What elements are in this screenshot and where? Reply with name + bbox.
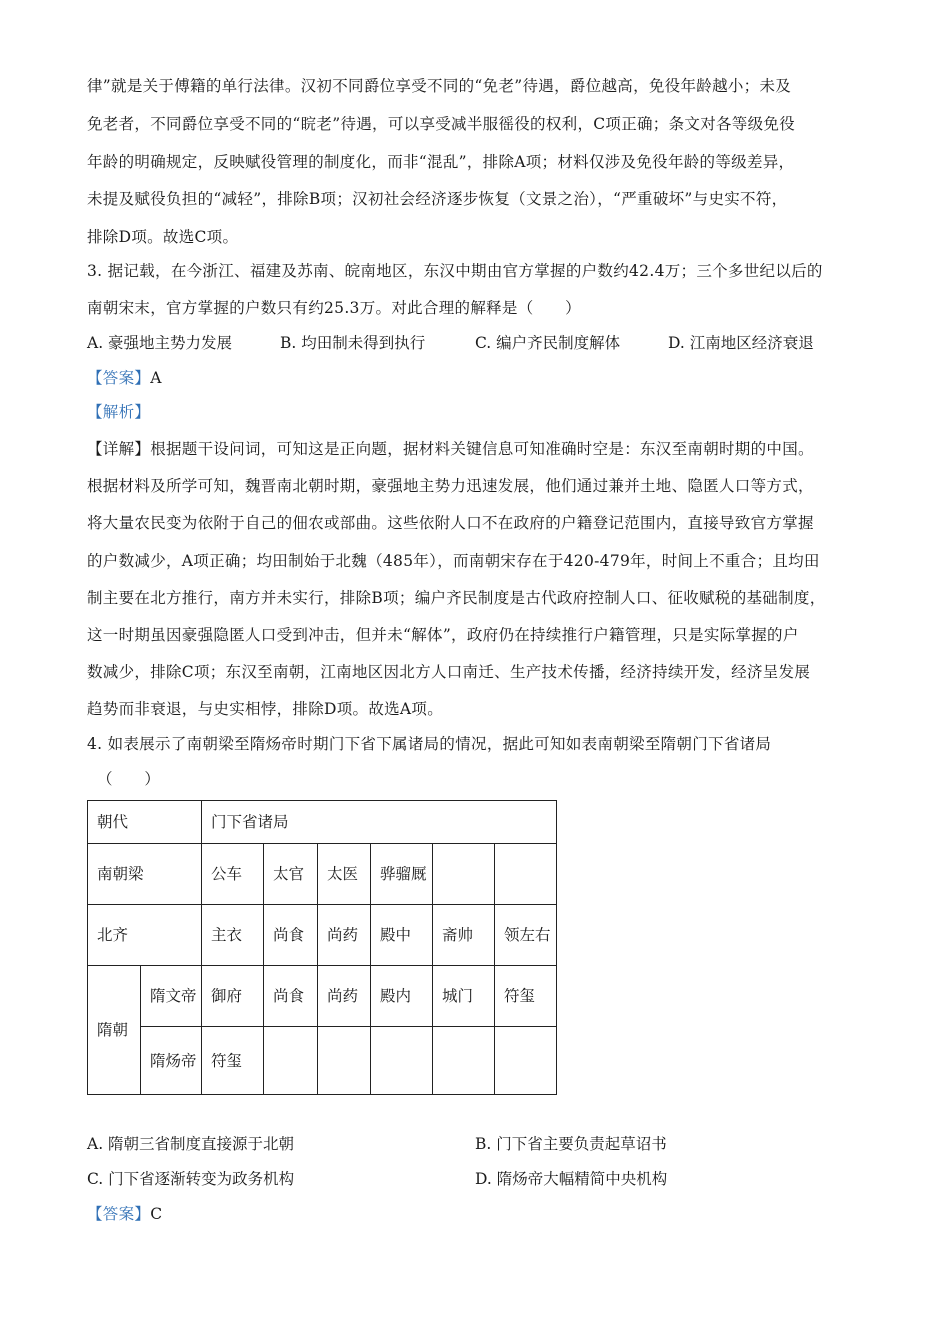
q3-detail-first [87, 439, 814, 459]
q4-answer [87, 1204, 162, 1224]
table-cell: 尚食 [264, 966, 318, 1027]
row-label: 北齐 [88, 905, 202, 966]
row-label: 南朝梁 [88, 844, 202, 905]
table-cell [371, 1027, 433, 1095]
q3-stem-line: 3. 据记载，在今浙江、福建及苏南、皖南地区，东汉中期由官方掌握的户数约42.4万；三个多世纪以后的 [87, 262, 823, 280]
row-label-sui: 隋朝 [88, 966, 141, 1095]
header-dynasty: 朝代 [88, 801, 202, 844]
paragraph-line: 律”就是关于傅籍的单行法律。汉初不同爵位享受不同的“免老”待遇，爵位越高，免役年龄越小；未及 [87, 77, 792, 95]
table-cell: 符玺 [495, 966, 557, 1027]
q3-detail-line: 这一时期虽因豪强隐匿人口受到冲击，但并未“解体”，政府仍在持续推行户籍管理，只是实际掌握的户 [87, 626, 799, 644]
q3-detail-line: 数减少，排除C项；东汉至南朝，江南地区因北方人口南迁、生产技术传播，经济持续开发，经济呈发展 [87, 663, 811, 681]
q3-detail-line: 趋势而非衰退，与史实相悖，排除D项。故选A项。 [87, 700, 444, 718]
detail-text: 根据题干设问词，可知这是正向题，据材料关键信息可知准确时空是：东汉至南朝时期的中国。 [150, 440, 814, 458]
emperor-label: 隋文帝 [141, 966, 202, 1027]
emperor-label: 隋炀帝 [141, 1027, 202, 1095]
table-cell: 斋帅 [433, 905, 495, 966]
table-cell: 骅骝厩 [371, 844, 433, 905]
q3-option-b: B. 均田制未得到执行 [280, 334, 426, 352]
table-cell: 太医 [318, 844, 371, 905]
q3-stem-line: 南朝宋末，官方掌握的户数只有约25.3万。对此合理的解释是（ ） [87, 299, 581, 317]
answer-tag: 【答案】 [87, 369, 151, 387]
q4-option-c: C. 门下省逐渐转变为政务机构 [87, 1170, 295, 1188]
table-cell [433, 844, 495, 905]
q3-option-c: C. 编户齐民制度解体 [475, 334, 621, 352]
q4-option-a: A. 隋朝三省制度直接源于北朝 [87, 1135, 295, 1153]
q3-detail-line: 将大量农民变为依附于自己的佃农或部曲。这些依附人口不在政府的户籍登记范围内，直接导致官方掌握 [87, 514, 814, 532]
q3-detail-line: 的户数减少，A项正确；均田制始于北魏（485年），而南朝宋存在于420-479年，时间上不重合；且均田 [87, 552, 820, 570]
table-cell [318, 1027, 371, 1095]
answer-value: C [150, 1205, 163, 1223]
paragraph-line: 排除D项。故选C项。 [87, 228, 239, 246]
table-cell [495, 844, 557, 905]
q4-option-d: D. 隋炀帝大幅精简中央机构 [475, 1170, 668, 1188]
q3-detail-line: 根据材料及所学可知，魏晋南北朝时期，豪强地主势力迅速发展，他们通过兼并土地、隐匿人口等方式， [87, 477, 814, 495]
q3-option-a: A. 豪强地主势力发展 [87, 334, 233, 352]
table-cell: 符玺 [202, 1027, 264, 1095]
table-cell: 御府 [202, 966, 264, 1027]
table-cell: 公车 [202, 844, 264, 905]
table-cell: 尚食 [264, 905, 318, 966]
table-cell: 殿内 [371, 966, 433, 1027]
table-cell: 尚药 [318, 905, 371, 966]
table-cell: 尚药 [318, 966, 371, 1027]
q3-option-d: D. 江南地区经济衰退 [668, 334, 814, 352]
dynasty-table [87, 800, 557, 1095]
answer-value: A [150, 369, 162, 387]
table-cell: 殿中 [371, 905, 433, 966]
table-cell [495, 1027, 557, 1095]
q3-analysis-tag: 【解析】 [87, 403, 151, 421]
header-bureaus: 门下省诸局 [202, 801, 557, 844]
paragraph-line: 免老者，不同爵位享受不同的“睆老”待遇，可以享受减半服徭役的权利，C项正确；条文对各等级免役 [87, 115, 796, 133]
table-cell: 城门 [433, 966, 495, 1027]
q4-stem-line: （ ） [97, 770, 161, 788]
q4-option-b: B. 门下省主要负责起草诏书 [475, 1135, 667, 1153]
table-cell [264, 1027, 318, 1095]
paragraph-line: 未提及赋役负担的“减轻”，排除B项；汉初社会经济逐步恢复（文景之治），“严重破坏”与史实不符， [87, 190, 788, 208]
q3-detail-line: 制主要在北方推行，南方并未实行，排除B项；编户齐民制度是古代政府控制人口、征收赋税的基础制度， [87, 589, 826, 607]
q4-stem-line: 4. 如表展示了南朝梁至隋炀帝时期门下省下属诸局的情况，据此可知如表南朝梁至隋朝门下省诸局 [87, 735, 772, 753]
answer-tag: 【答案】 [87, 1205, 151, 1223]
q3-answer [87, 368, 162, 388]
paragraph-line: 年龄的明确规定，反映赋役管理的制度化，而非“混乱”，排除A项；材料仅涉及免役年龄的等级差异， [87, 153, 795, 171]
table-cell: 太官 [264, 844, 318, 905]
table-cell [433, 1027, 495, 1095]
table-cell: 领左右 [495, 905, 557, 966]
table-cell: 主衣 [202, 905, 264, 966]
detail-tag: 【详解】 [87, 440, 151, 458]
